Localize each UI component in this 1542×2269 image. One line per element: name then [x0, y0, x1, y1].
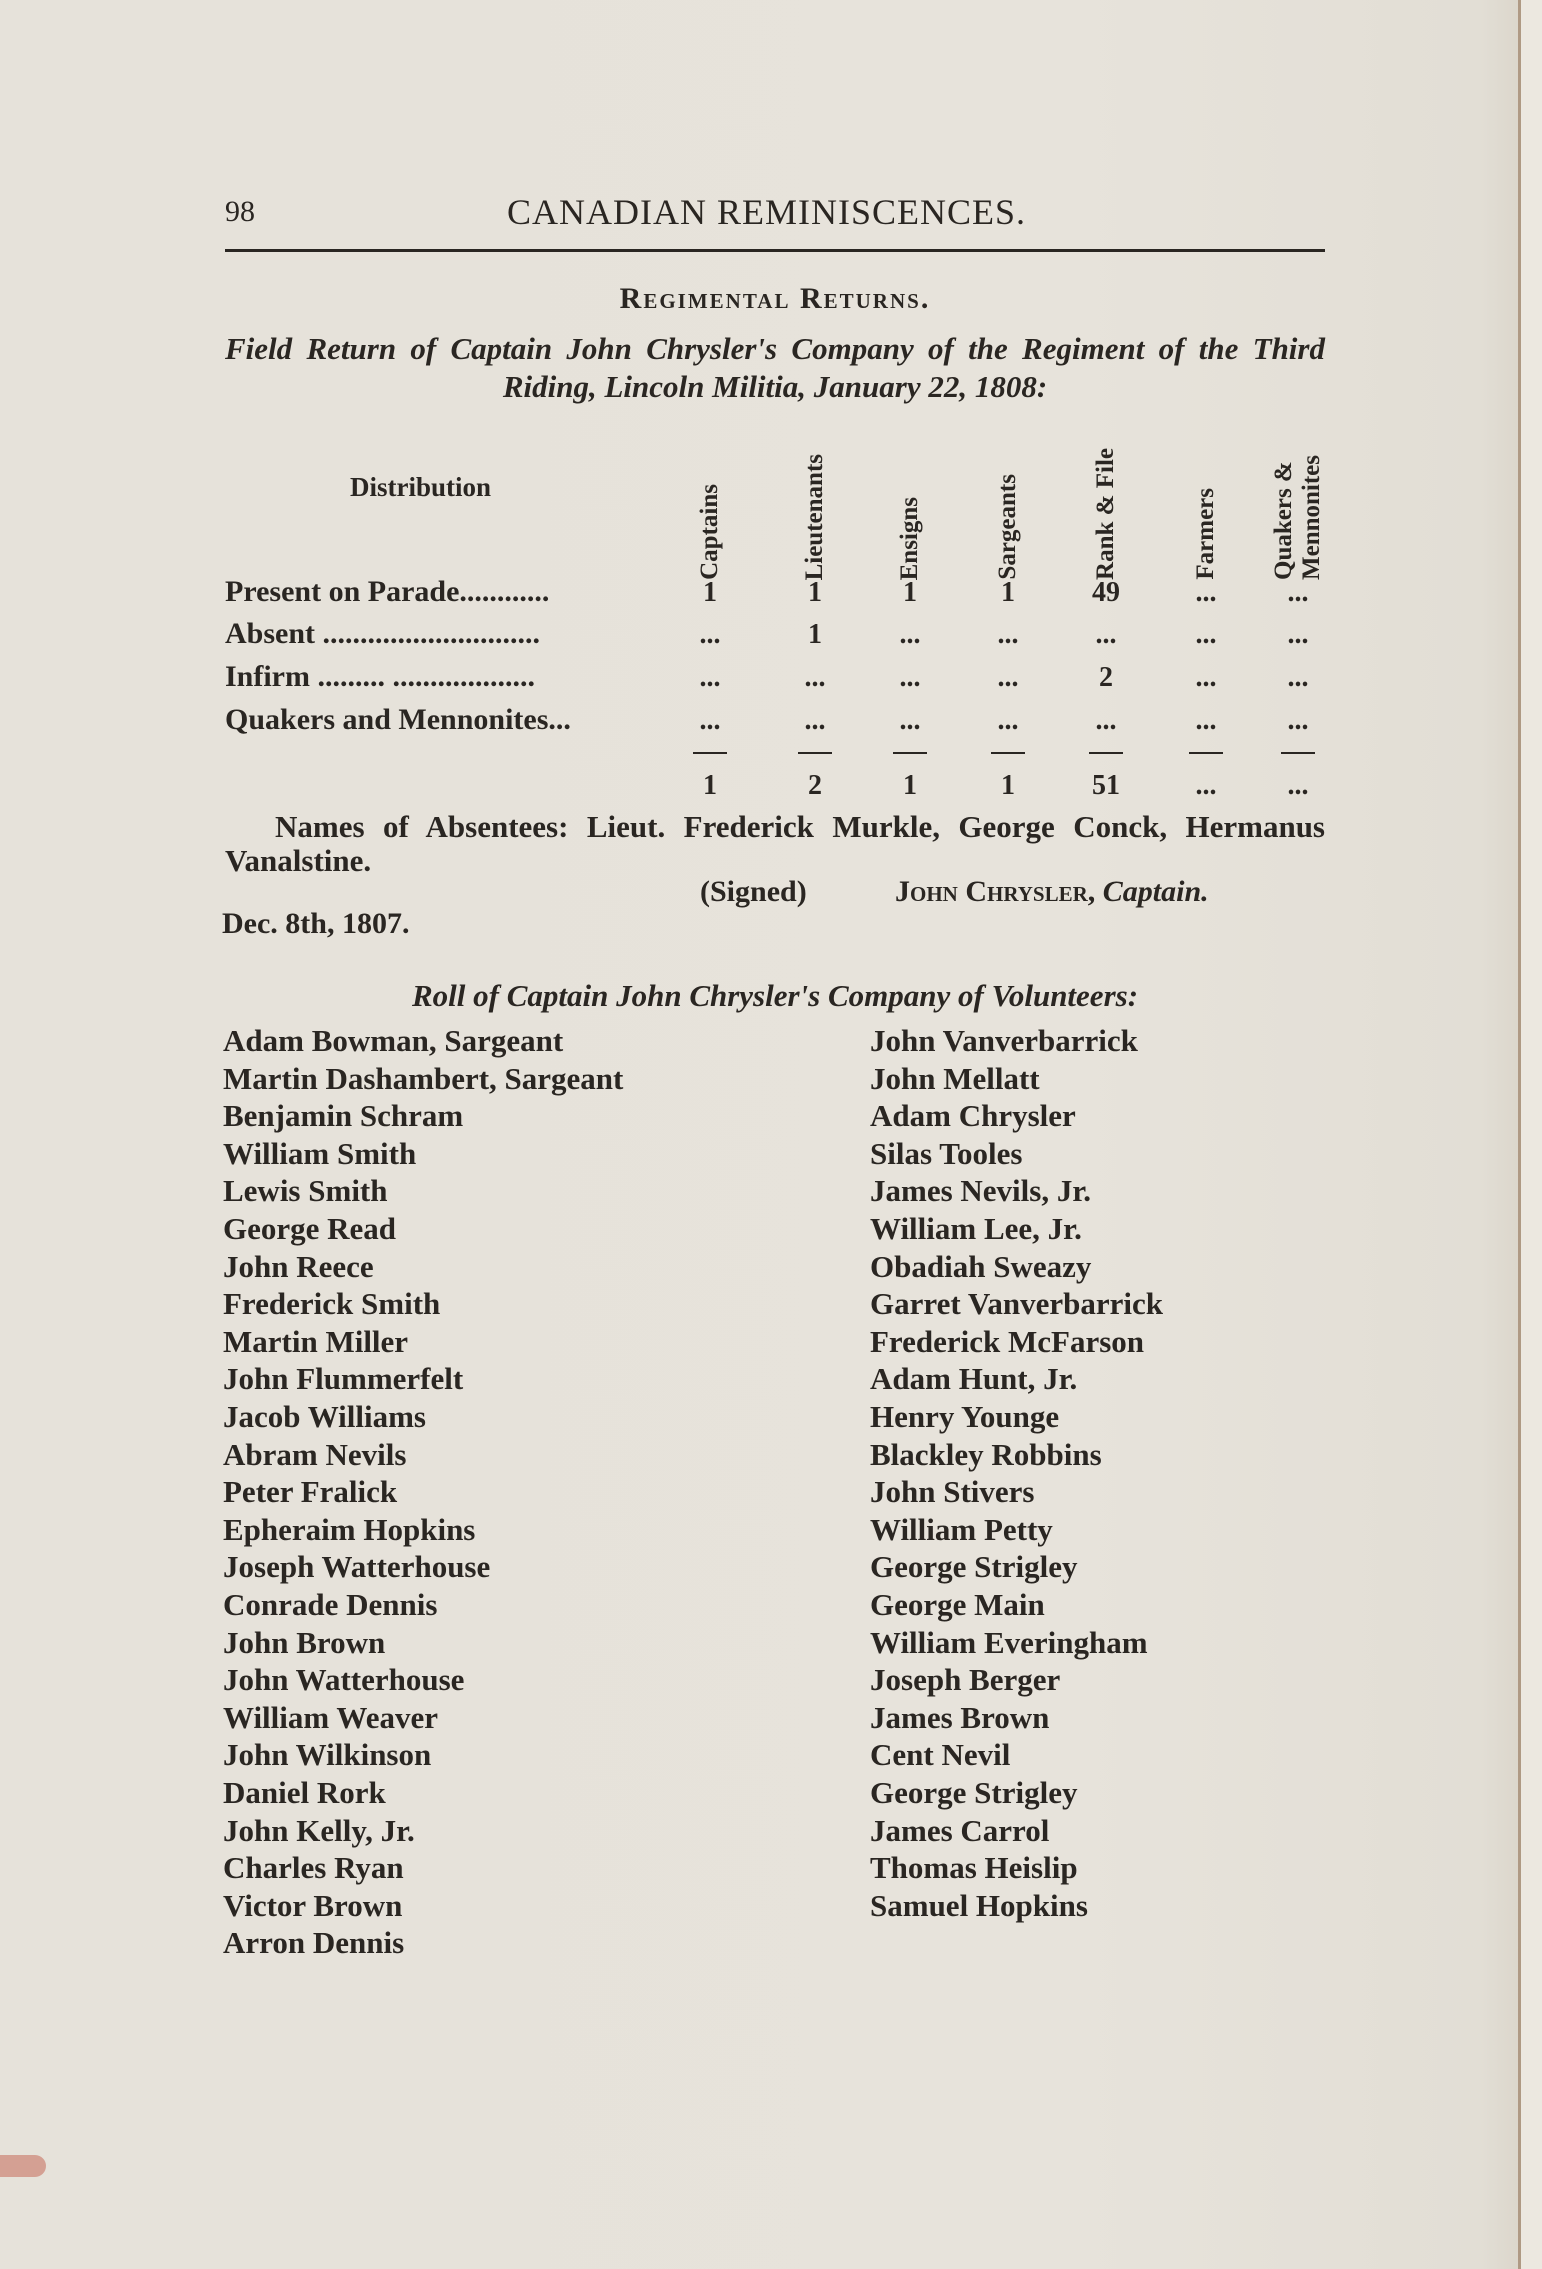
total-rule — [893, 752, 927, 754]
table-cell: ... — [804, 662, 826, 693]
volunteer-name: Daniel Rork — [223, 1775, 386, 1810]
field-return-caption: Field Return of Captain John Chrysler's Company of the Regiment of the Third Riding, Lincoln Militia, January 22, 1808: — [225, 331, 1325, 404]
volunteer-name: Benjamin Schram — [223, 1098, 464, 1134]
volunteer-name: John Vanverbarrick — [870, 1023, 1138, 1058]
total-cell: 2 — [808, 770, 822, 801]
volunteer-name: John Wilkinson — [223, 1737, 432, 1773]
volunteer-name: Victor Brown — [223, 1887, 403, 1923]
column-header: Ensigns — [896, 497, 923, 581]
volunteer-name: John Kelly, Jr. — [223, 1812, 415, 1848]
running-title: CANADIAN REMINISCENCES. — [507, 192, 1027, 232]
volunteer-name: George Read — [223, 1211, 397, 1246]
distribution-label: Distribution — [350, 472, 492, 502]
row-label: Quakers and Mennonites... — [225, 703, 571, 736]
header-rule — [225, 249, 1325, 252]
table-cell: ... — [699, 619, 721, 650]
total-rule — [1281, 752, 1315, 754]
volunteer-name: John Flummerfelt — [223, 1361, 464, 1397]
table-cell: ... — [804, 705, 826, 736]
volunteer-name: George Main — [870, 1587, 1045, 1622]
total-rule — [991, 752, 1025, 754]
volunteer-name: Joseph Watterhouse — [223, 1549, 491, 1585]
page-header — [225, 192, 1325, 245]
total-cell: 1 — [903, 770, 917, 801]
volunteer-name: William Smith — [223, 1135, 417, 1171]
volunteer-name: Cent Nevil — [870, 1737, 1011, 1773]
column-header: Farmers — [1192, 488, 1219, 580]
signed-label: (Signed) — [700, 875, 807, 908]
table-cell: 1 — [1001, 577, 1015, 608]
date-line: Dec. 8th, 1807. — [222, 907, 410, 940]
signature-line — [895, 875, 1209, 909]
table-cell: ... — [1287, 705, 1309, 736]
volunteer-name: Joseph Berger — [870, 1662, 1061, 1698]
absentees-paragraph: Names of Absentees: Lieut. Frederick Murkle, George Conck, Hermanus Vanalstine. — [225, 809, 1325, 878]
volunteer-name: Epheraim Hopkins — [223, 1511, 476, 1547]
table-cell: ... — [1195, 619, 1217, 650]
total-rule — [798, 752, 832, 754]
table-cell: 1 — [808, 577, 822, 608]
volunteer-name: Adam Hunt, Jr. — [870, 1361, 1078, 1397]
row-label: Present on Parade............ — [225, 575, 550, 608]
volunteer-name: John Reece — [223, 1248, 374, 1284]
table-cell: ... — [1195, 577, 1217, 608]
table-cell: ... — [997, 662, 1019, 693]
signer-title: Captain. — [1102, 875, 1209, 908]
volunteer-name: Thomas Heislip — [870, 1850, 1078, 1886]
table-cell: ... — [997, 619, 1019, 650]
volunteer-name: James Brown — [870, 1699, 1050, 1735]
table-cell: ... — [899, 705, 921, 736]
volunteer-name: Frederick Smith — [223, 1286, 441, 1322]
column-header: Sargeants — [994, 474, 1021, 580]
volunteer-name: Lewis Smith — [223, 1173, 388, 1209]
volunteer-name: John Brown — [223, 1624, 386, 1660]
volunteer-name: Garret Vanverbarrick — [870, 1286, 1164, 1322]
total-cell: 51 — [1092, 770, 1120, 801]
column-header: Quakers & Mennonites — [1270, 455, 1325, 580]
volunteer-name: George Strigley — [870, 1549, 1078, 1585]
volunteer-name: Charles Ryan — [223, 1850, 404, 1886]
volunteer-name: Silas Tooles — [870, 1135, 1023, 1171]
volunteer-name: Jacob Williams — [223, 1399, 426, 1434]
volunteer-name: George Strigley — [870, 1775, 1078, 1810]
table-cell: ... — [1095, 619, 1117, 650]
section-title: Regimental Returns. — [619, 282, 931, 315]
row-label: Infirm ......... ................... — [225, 660, 535, 693]
volunteer-name: Henry Younge — [870, 1399, 1060, 1434]
table-cell: ... — [1195, 705, 1217, 736]
volunteer-name: Martin Dashambert, Sargeant — [223, 1060, 624, 1096]
table-cell: 49 — [1092, 577, 1120, 608]
table-cell: 1 — [808, 619, 822, 650]
column-header: Captains — [696, 484, 723, 580]
table-cell: ... — [1287, 662, 1309, 693]
table-cell: ... — [1195, 662, 1217, 693]
volunteer-name: William Petty — [870, 1511, 1053, 1547]
table-cell: ... — [1287, 577, 1309, 608]
signer-name: John Chrysler, — [895, 875, 1096, 908]
volunteer-name: Peter Fralick — [223, 1474, 398, 1510]
volunteer-name: John Stivers — [870, 1474, 1035, 1510]
volunteer-name: Obadiah Sweazy — [870, 1248, 1092, 1284]
total-cell: 1 — [1001, 770, 1015, 801]
volunteer-name: Arron Dennis — [223, 1925, 405, 1961]
volunteer-name: James Carrol — [870, 1812, 1050, 1848]
column-header: Lieutenants — [801, 454, 828, 581]
total-cell: ... — [1287, 770, 1309, 801]
corner-stain — [0, 2155, 46, 2177]
volunteer-name: James Nevils, Jr. — [870, 1173, 1091, 1209]
table-cell: ... — [997, 705, 1019, 736]
table-cell: ... — [699, 705, 721, 736]
page-margin-shade — [1521, 0, 1542, 2269]
total-cell: ... — [1195, 770, 1217, 801]
volunteer-name: Abram Nevils — [223, 1436, 407, 1472]
volunteer-name: John Watterhouse — [223, 1662, 465, 1698]
row-label: Absent ............................. — [225, 617, 541, 650]
volunteer-name: Adam Bowman, Sargeant — [223, 1023, 564, 1058]
roll-caption: Roll of Captain John Chrysler's Company of Volunteers: — [411, 978, 1139, 1013]
total-rule — [1189, 752, 1223, 754]
volunteer-name: John Mellatt — [870, 1060, 1040, 1096]
volunteer-name: Samuel Hopkins — [870, 1887, 1088, 1923]
volunteer-name: William Weaver — [223, 1699, 438, 1735]
volunteer-name: Frederick McFarson — [870, 1323, 1145, 1359]
table-cell: ... — [899, 619, 921, 650]
page-number: 98 — [225, 195, 255, 228]
table-cell: ... — [1095, 705, 1117, 736]
total-rule — [693, 752, 727, 754]
volunteer-name: Blackley Robbins — [870, 1436, 1102, 1472]
total-rule — [1089, 752, 1123, 754]
volunteer-name: Adam Chrysler — [870, 1098, 1076, 1134]
volunteer-name: Martin Miller — [223, 1323, 409, 1359]
table-cell: ... — [1287, 619, 1309, 650]
volunteer-name: Conrade Dennis — [223, 1587, 438, 1622]
table-cell: 1 — [903, 577, 917, 608]
table-cell: 2 — [1099, 662, 1113, 693]
column-header: Rank & File — [1092, 448, 1119, 580]
table-cell: ... — [899, 662, 921, 693]
total-cell: 1 — [703, 770, 717, 801]
table-cell: 1 — [703, 577, 717, 608]
volunteer-name: William Lee, Jr. — [870, 1211, 1082, 1246]
volunteer-name: William Everingham — [870, 1624, 1148, 1660]
table-cell: ... — [699, 662, 721, 693]
